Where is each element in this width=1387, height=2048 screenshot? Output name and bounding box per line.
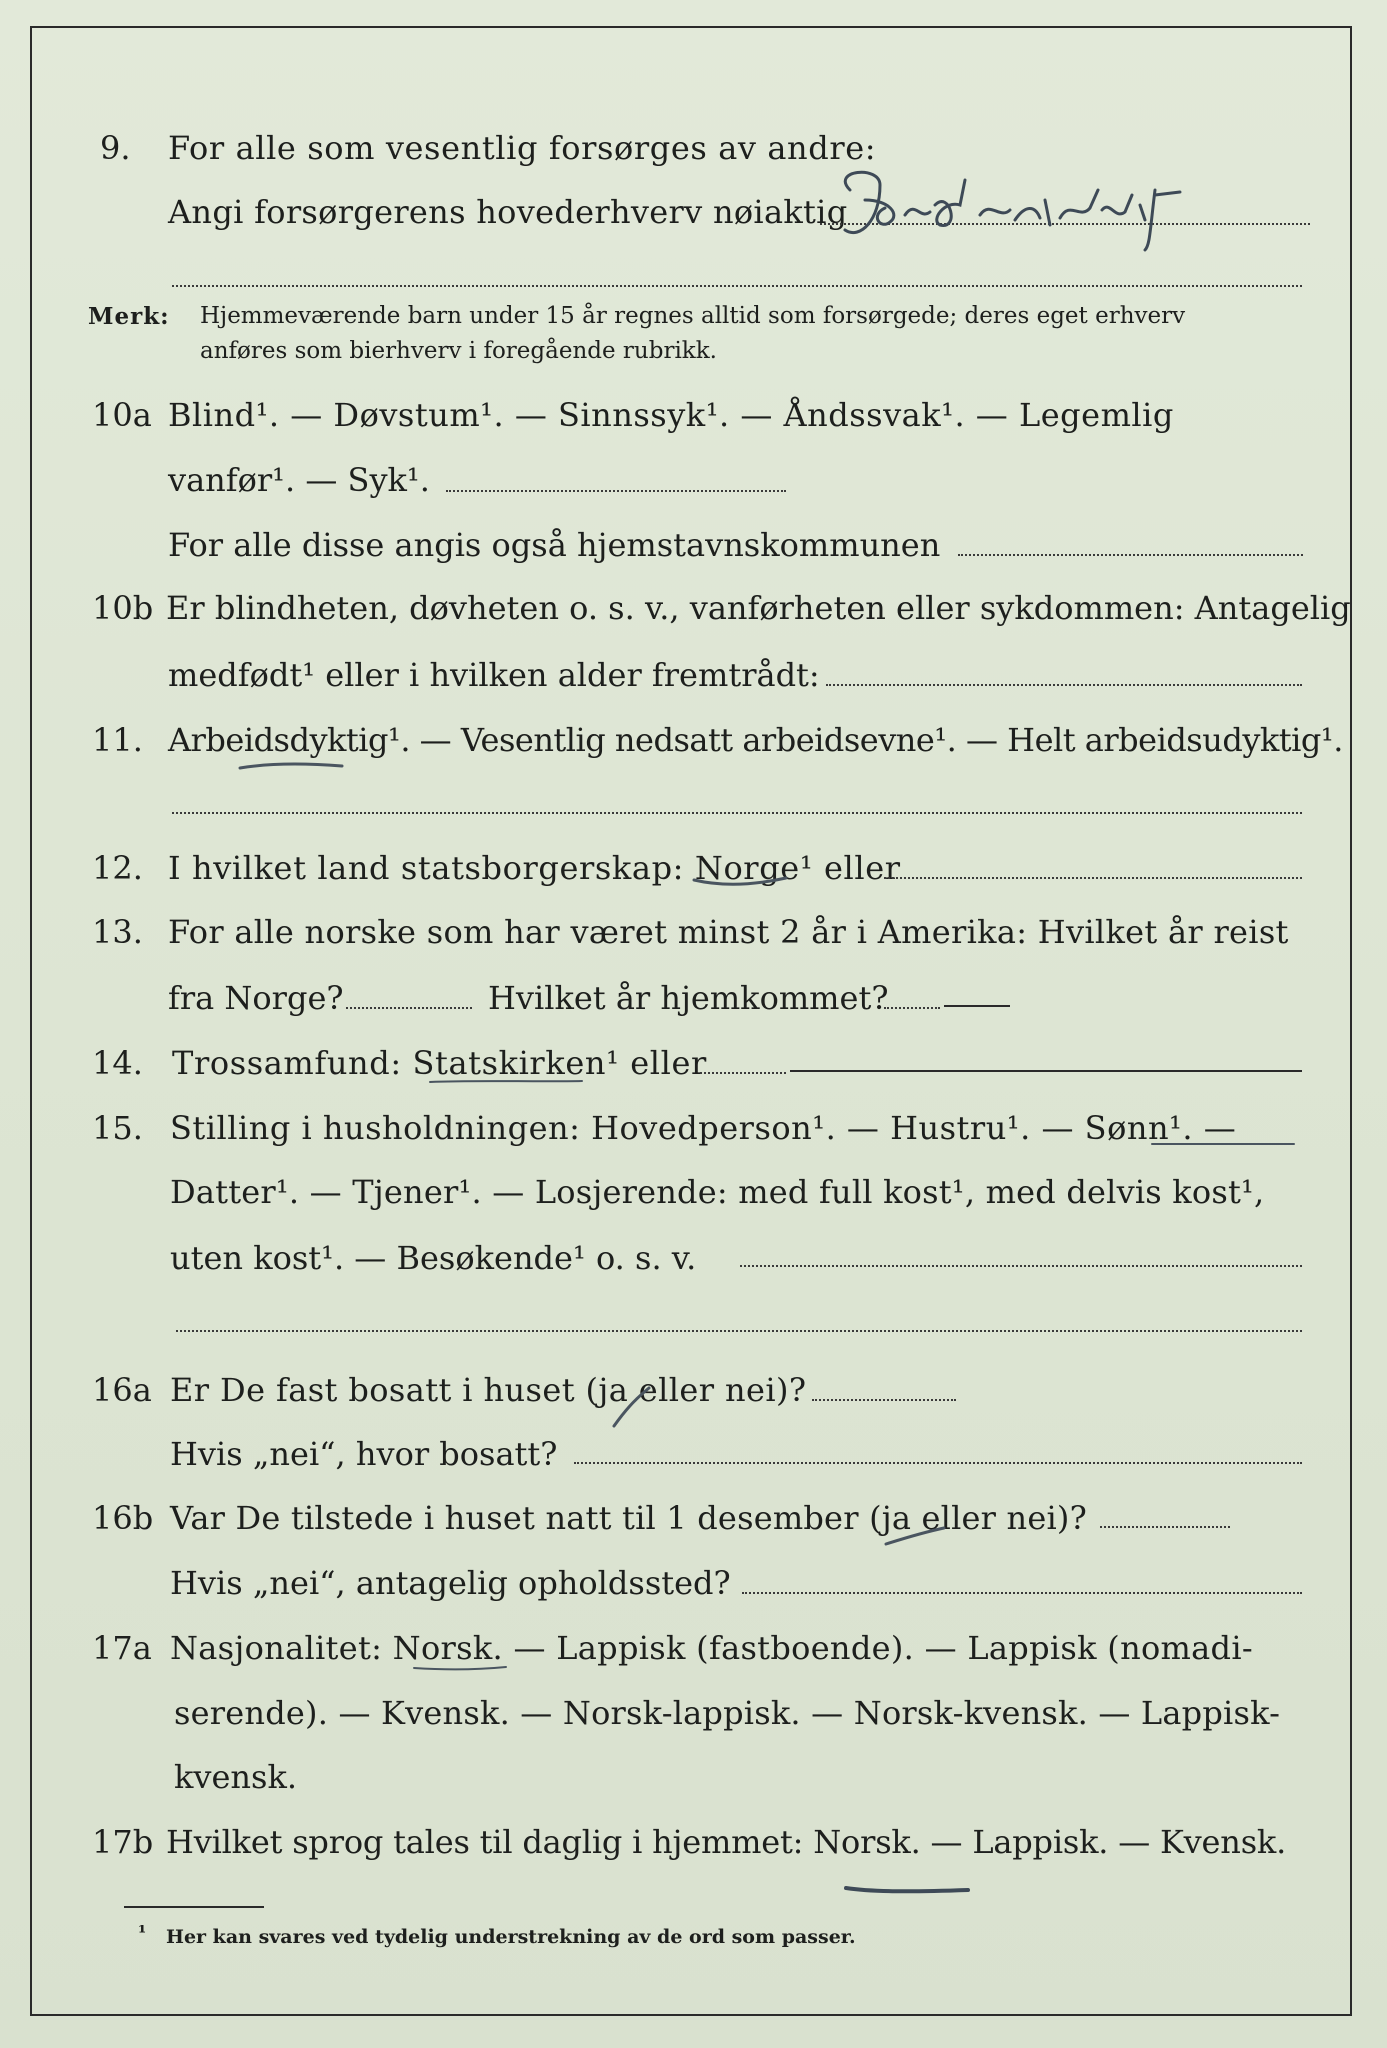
q10b-number: 10b	[92, 589, 154, 627]
q9-number: 9.	[100, 129, 131, 167]
q16b-line2: Hvis „nei“, antagelig opholdssted?	[170, 1564, 731, 1602]
q10b-line2: medfødt¹ eller i hvilken alder fremtrådt:	[168, 656, 820, 694]
q16b-number: 16b	[92, 1499, 154, 1537]
q9-line1: For alle som vesentlig forsørges av andre:	[168, 129, 877, 167]
q12-line1: I hvilket land statsborgerskap: Norge¹ eller	[168, 849, 901, 887]
q10a-line2: vanfør¹. — Syk¹.	[168, 461, 430, 499]
q17a-line2: serende). — Kvensk. — Norsk-lappisk. — Norsk-kvensk. — Lappisk-	[174, 1694, 1281, 1732]
q17b-norsk-underline	[842, 1880, 972, 1898]
q16b-line1: Var De tilstede i huset natt til 1 desember (ja eller nei)?	[170, 1499, 1087, 1537]
q15-line1: Stilling i husholdningen: Hovedperson¹. — Hustru¹. — Sønn¹. —	[170, 1109, 1237, 1147]
q9-line2: Angi forsørgerens hovederhverv nøiaktig	[168, 193, 848, 231]
q10a-number: 10a	[92, 396, 152, 434]
q13-hjemkommet-dots	[884, 1005, 940, 1009]
q10a-syk-answer-line	[446, 488, 786, 492]
q16a-number: 16a	[92, 1371, 152, 1409]
q17b-number: 17b	[92, 1823, 154, 1861]
footnote-rule	[124, 1906, 264, 1908]
q10a-line1: Blind¹. — Døvstum¹. — Sinnssyk¹. — Åndssvak¹. — Legemlig	[168, 396, 1174, 434]
q15-number: 15.	[92, 1109, 143, 1147]
q14-statskirken-underline	[426, 1076, 586, 1090]
q15-extra-line	[176, 1328, 1302, 1332]
q13-hjemkommet-mark	[944, 1005, 1010, 1007]
q11-underline-mark	[236, 758, 346, 774]
q10a-line3: For alle disse angis også hjemstavnskommunen	[168, 526, 941, 564]
merk-line1: Hjemmeværende barn under 15 år regnes alltid som forsørgede; deres eget erhverv	[200, 303, 1186, 329]
q10b-answer-line	[826, 682, 1302, 686]
q16b-answer-line	[1100, 1524, 1230, 1528]
q13-number: 13.	[92, 913, 143, 951]
q14-answer-mark	[790, 1070, 1302, 1072]
q10a-hjemstavn-line	[958, 552, 1303, 556]
q17b-line1: Hvilket sprog tales til daglig i hjemmet: Norsk. — Lappisk. — Kvensk.	[166, 1823, 1287, 1861]
q13-line2b: Hvilket år hjemkommet?	[488, 979, 889, 1017]
q16a-ja-mark	[594, 1382, 654, 1432]
merk-line2: anføres som bierhverv i foregående rubrikk.	[200, 338, 717, 364]
q15-line2: Datter¹. — Tjener¹. — Losjerende: med full kost¹, med delvis kost¹,	[170, 1173, 1265, 1211]
q13-line1: For alle norske som har været minst 2 år i Amerika: Hvilket år reist	[168, 913, 1289, 951]
q14-answer-dots	[700, 1070, 786, 1074]
q16a-line2: Hvis „nei“, hvor bosatt?	[170, 1435, 558, 1473]
q16b-ja-mark	[880, 1520, 950, 1550]
q16a-answer-line	[812, 1397, 956, 1401]
q16a-line1: Er De fast bosatt i huset (ja eller nei)?	[170, 1371, 807, 1409]
q15-answer-line	[740, 1263, 1302, 1267]
q15-sonn-underline	[1148, 1138, 1298, 1152]
q13-reist-answer-line	[346, 1005, 472, 1009]
merk-label: Merk:	[88, 303, 170, 330]
q9-handwritten-answer	[820, 160, 1320, 260]
q14-line1: Trossamfund: Statskirken¹ eller	[172, 1044, 707, 1082]
q11-number: 11.	[92, 721, 143, 759]
q12-norge-underline	[690, 872, 790, 892]
q12-number: 12.	[92, 849, 143, 887]
q10b-line1: Er blindheten, døvheten o. s. v., vanførheten eller sykdommen: Antagelig	[166, 589, 1351, 627]
footnote-mark: ¹	[138, 1922, 147, 1944]
q11-line1: Arbeidsdyktig¹. — Vesentlig nedsatt arbeidsevne¹. — Helt arbeidsudyktig¹.	[168, 721, 1343, 759]
q15-line3: uten kost¹. — Besøkende¹ o. s. v.	[170, 1239, 697, 1277]
q16b-opholdssted-line	[742, 1590, 1302, 1594]
q17a-norsk-underline	[410, 1662, 510, 1676]
q9-extra-line	[172, 283, 1302, 287]
footnote-text: Her kan svares ved tydelig understrekning av de ord som passer.	[166, 1926, 856, 1948]
q17a-line3: kvensk.	[174, 1758, 297, 1796]
q16a-bosatt-line	[574, 1460, 1302, 1464]
q14-number: 14.	[92, 1044, 143, 1082]
q17a-number: 17a	[92, 1629, 152, 1667]
q13-line2a: fra Norge?	[168, 979, 344, 1017]
q17a-line1: Nasjonalitet: Norsk. — Lappisk (fastboende). — Lappisk (nomadi-	[170, 1629, 1253, 1667]
q12-answer-line	[884, 875, 1302, 879]
q11-extra-line	[172, 810, 1302, 814]
